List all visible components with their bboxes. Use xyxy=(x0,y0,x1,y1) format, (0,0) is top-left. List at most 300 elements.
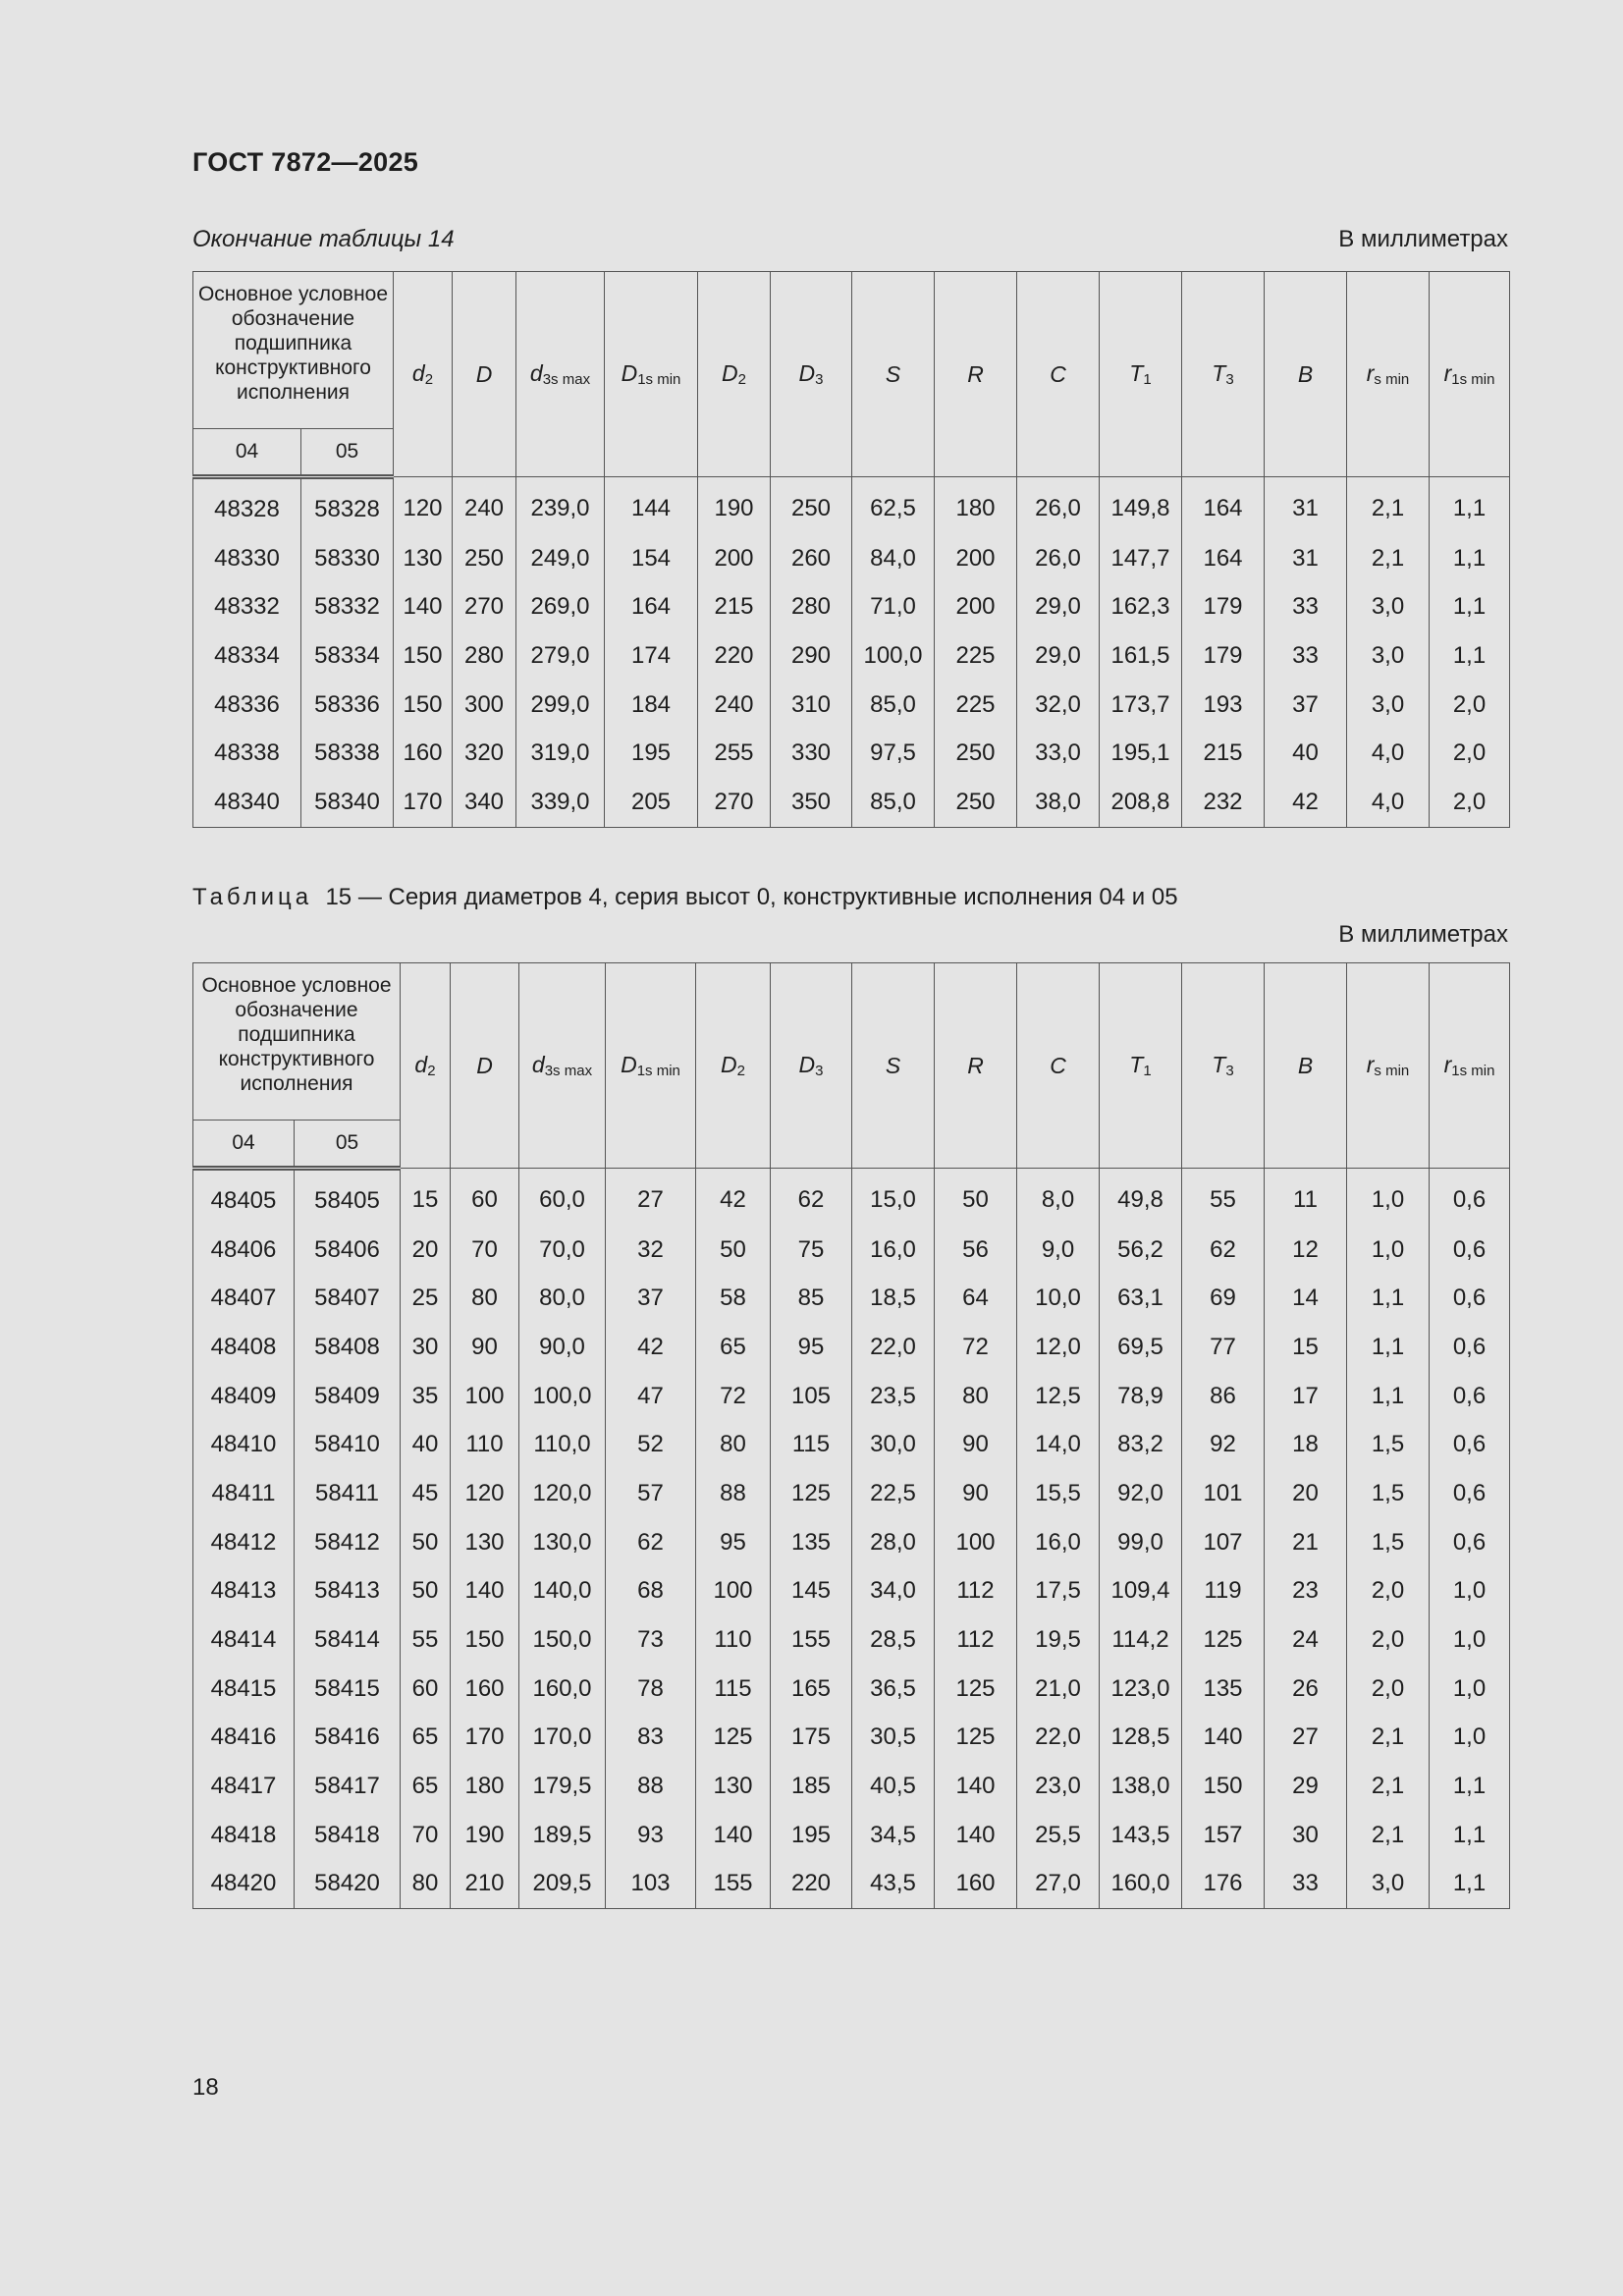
table15-title xyxy=(192,884,1178,911)
param-header: $r_{1s min}$ xyxy=(1430,272,1510,477)
table-cell: 280 xyxy=(771,582,852,631)
table-cell: 93 xyxy=(606,1811,696,1860)
table-cell: 1,1 xyxy=(1430,1860,1510,1909)
table-cell: 12 xyxy=(1265,1226,1347,1275)
table-cell: 140 xyxy=(696,1811,771,1860)
table-cell: 45 xyxy=(401,1469,451,1518)
param-header: $d_2$ xyxy=(394,272,453,477)
table-cell: 330 xyxy=(771,729,852,778)
param-subscript: 2 xyxy=(427,1063,436,1079)
param-subscript: 1s min xyxy=(1451,371,1495,388)
param-header: D xyxy=(453,272,516,477)
table-cell: 48420 xyxy=(193,1860,295,1909)
table-cell: 190 xyxy=(698,477,771,534)
table-cell: 3,0 xyxy=(1347,631,1430,681)
table-cell: 180 xyxy=(935,477,1017,534)
param-header: C xyxy=(1017,963,1100,1169)
table14 xyxy=(192,271,1510,828)
table15-body xyxy=(193,1169,1510,1909)
table15-header xyxy=(193,963,1510,1169)
table-row xyxy=(193,534,1510,583)
table-cell: 193 xyxy=(1182,681,1265,730)
table-cell: 130 xyxy=(394,534,453,583)
table-cell: 135 xyxy=(771,1518,852,1567)
table-cell: 33,0 xyxy=(1017,729,1100,778)
table-cell: 48414 xyxy=(193,1615,295,1665)
table14-units: В миллиметрах xyxy=(1338,226,1508,252)
table-cell: 58415 xyxy=(295,1665,401,1714)
table-cell: 50 xyxy=(935,1169,1017,1226)
table-cell: 80 xyxy=(696,1420,771,1469)
table-cell: 70 xyxy=(401,1811,451,1860)
table-cell: 30,0 xyxy=(852,1420,935,1469)
table-cell: 11 xyxy=(1265,1169,1347,1226)
table-cell: 240 xyxy=(698,681,771,730)
table-cell: 50 xyxy=(401,1518,451,1567)
table-cell: 28,5 xyxy=(852,1615,935,1665)
table-cell: 0,6 xyxy=(1430,1323,1510,1372)
table-cell: 2,0 xyxy=(1347,1665,1430,1714)
table-cell: 1,0 xyxy=(1430,1615,1510,1665)
table-cell: 269,0 xyxy=(516,582,605,631)
table-cell: 155 xyxy=(696,1860,771,1909)
table-cell: 150 xyxy=(394,681,453,730)
table-cell: 25 xyxy=(401,1274,451,1323)
table-cell: 36,5 xyxy=(852,1665,935,1714)
table-row xyxy=(193,1169,1510,1226)
table-cell: 16,0 xyxy=(1017,1518,1100,1567)
table-cell: 48330 xyxy=(193,534,301,583)
table-cell: 2,0 xyxy=(1430,681,1510,730)
table-cell: 60 xyxy=(401,1665,451,1714)
header-row xyxy=(193,272,1510,429)
table-cell: 29 xyxy=(1265,1762,1347,1811)
param-subscript: 2 xyxy=(424,371,434,388)
table-cell: 60 xyxy=(451,1169,519,1226)
table-cell: 299,0 xyxy=(516,681,605,730)
table-cell: 200 xyxy=(935,534,1017,583)
table-cell: 164 xyxy=(1182,477,1265,534)
table-cell: 215 xyxy=(1182,729,1265,778)
table-cell: 0,6 xyxy=(1430,1226,1510,1275)
table-cell: 58405 xyxy=(295,1169,401,1226)
table-cell: 220 xyxy=(771,1860,852,1909)
table-cell: 250 xyxy=(935,729,1017,778)
param-subscript: 1 xyxy=(1143,1063,1152,1079)
table-cell: 42 xyxy=(606,1323,696,1372)
table-cell: 58418 xyxy=(295,1811,401,1860)
param-subscript: 3 xyxy=(1225,371,1234,388)
table-cell: 58417 xyxy=(295,1762,401,1811)
param-subscript: 2 xyxy=(737,371,746,388)
table-cell: 250 xyxy=(453,534,516,583)
table-row xyxy=(193,1665,1510,1714)
table-cell: 86 xyxy=(1182,1372,1265,1421)
table-cell: 72 xyxy=(696,1372,771,1421)
table-cell: 123,0 xyxy=(1100,1665,1182,1714)
table-cell: 58420 xyxy=(295,1860,401,1909)
table-cell: 63,1 xyxy=(1100,1274,1182,1323)
table-cell: 175 xyxy=(771,1714,852,1763)
table-cell: 0,6 xyxy=(1430,1518,1510,1567)
table14-header xyxy=(193,272,1510,477)
table-cell: 3,0 xyxy=(1347,1860,1430,1909)
table-cell: 58330 xyxy=(301,534,394,583)
table-row xyxy=(193,582,1510,631)
table-cell: 14,0 xyxy=(1017,1420,1100,1469)
table-cell: 140 xyxy=(451,1567,519,1616)
table-cell: 48328 xyxy=(193,477,301,534)
table-cell: 240 xyxy=(453,477,516,534)
table-row xyxy=(193,631,1510,681)
table-cell: 85 xyxy=(771,1274,852,1323)
table-cell: 112 xyxy=(935,1615,1017,1665)
table15 xyxy=(192,962,1510,1909)
table-cell: 161,5 xyxy=(1100,631,1182,681)
table-cell: 280 xyxy=(453,631,516,681)
table-cell: 0,6 xyxy=(1430,1169,1510,1226)
table-cell: 42 xyxy=(1265,778,1347,827)
table-cell: 30,5 xyxy=(852,1714,935,1763)
table-cell: 35 xyxy=(401,1372,451,1421)
table-cell: 58416 xyxy=(295,1714,401,1763)
table-cell: 71,0 xyxy=(852,582,935,631)
table15-title-text: 15 — Серия диаметров 4, серия высот 0, конструктивные исполнения 04 и 05 xyxy=(325,884,1178,910)
table-cell: 350 xyxy=(771,778,852,827)
table-cell: 195,1 xyxy=(1100,729,1182,778)
table-cell: 32 xyxy=(606,1226,696,1275)
table-cell: 140 xyxy=(935,1811,1017,1860)
table-cell: 83 xyxy=(606,1714,696,1763)
param-header: S xyxy=(852,963,935,1169)
table-cell: 30 xyxy=(401,1323,451,1372)
table-cell: 90 xyxy=(451,1323,519,1372)
table-cell: 48405 xyxy=(193,1169,295,1226)
table-cell: 70 xyxy=(451,1226,519,1275)
table-cell: 58340 xyxy=(301,778,394,827)
table-cell: 55 xyxy=(401,1615,451,1665)
table-cell: 138,0 xyxy=(1100,1762,1182,1811)
param-header: $r_{s min}$ xyxy=(1347,272,1430,477)
table-cell: 88 xyxy=(696,1469,771,1518)
table-cell: 150 xyxy=(451,1615,519,1665)
table-cell: 33 xyxy=(1265,582,1347,631)
table-cell: 225 xyxy=(935,631,1017,681)
table-cell: 31 xyxy=(1265,477,1347,534)
table-cell: 115 xyxy=(696,1665,771,1714)
table-cell: 1,0 xyxy=(1347,1169,1430,1226)
table-row xyxy=(193,1860,1510,1909)
table-cell: 68 xyxy=(606,1567,696,1616)
table15-units: В миллиметрах xyxy=(1338,921,1508,948)
table-cell: 40 xyxy=(1265,729,1347,778)
param-header: S xyxy=(852,272,935,477)
table-cell: 29,0 xyxy=(1017,631,1100,681)
table-cell: 58409 xyxy=(295,1372,401,1421)
table-cell: 25,5 xyxy=(1017,1811,1100,1860)
table-cell: 1,1 xyxy=(1430,582,1510,631)
table-cell: 184 xyxy=(605,681,698,730)
table-cell: 33 xyxy=(1265,1860,1347,1909)
table-cell: 1,5 xyxy=(1347,1518,1430,1567)
table-cell: 48413 xyxy=(193,1567,295,1616)
table-cell: 114,2 xyxy=(1100,1615,1182,1665)
table-cell: 185 xyxy=(771,1762,852,1811)
table-cell: 48332 xyxy=(193,582,301,631)
param-header: $T_1$ xyxy=(1100,963,1182,1169)
table15-title-prefix: Таблица xyxy=(192,884,313,910)
table-cell: 125 xyxy=(935,1665,1017,1714)
table14-caption xyxy=(192,226,1508,253)
table-row xyxy=(193,1469,1510,1518)
table-cell: 28,0 xyxy=(852,1518,935,1567)
table-cell: 58 xyxy=(696,1274,771,1323)
table-cell: 34,5 xyxy=(852,1811,935,1860)
designation-header: Основное условное обозначение подшипника конструктивного исполнения xyxy=(193,963,401,1121)
table-cell: 26 xyxy=(1265,1665,1347,1714)
table-cell: 48415 xyxy=(193,1665,295,1714)
table-cell: 23,0 xyxy=(1017,1762,1100,1811)
table-cell: 1,0 xyxy=(1430,1665,1510,1714)
table-cell: 56 xyxy=(935,1226,1017,1275)
table-cell: 58410 xyxy=(295,1420,401,1469)
table-cell: 195 xyxy=(771,1811,852,1860)
table-cell: 179 xyxy=(1182,631,1265,681)
table-cell: 43,5 xyxy=(852,1860,935,1909)
table-cell: 130 xyxy=(696,1762,771,1811)
table-cell: 48334 xyxy=(193,631,301,681)
param-subscript: s min xyxy=(1374,1063,1410,1079)
param-header: B xyxy=(1265,963,1347,1169)
table-cell: 62 xyxy=(771,1169,852,1226)
table-cell: 12,0 xyxy=(1017,1323,1100,1372)
table-cell: 26,0 xyxy=(1017,477,1100,534)
designation-header: Основное условное обозначение подшипника конструктивного исполнения xyxy=(193,272,394,429)
table-cell: 58334 xyxy=(301,631,394,681)
table-cell: 99,0 xyxy=(1100,1518,1182,1567)
table-cell: 31 xyxy=(1265,534,1347,583)
table-cell: 2,0 xyxy=(1347,1567,1430,1616)
table-cell: 4,0 xyxy=(1347,729,1430,778)
table14-continuation: Окончание таблицы 14 xyxy=(192,226,455,252)
table-cell: 69 xyxy=(1182,1274,1265,1323)
table-row xyxy=(193,1518,1510,1567)
table-cell: 160 xyxy=(451,1665,519,1714)
table-cell: 279,0 xyxy=(516,631,605,681)
table-cell: 23 xyxy=(1265,1567,1347,1616)
table-cell: 135 xyxy=(1182,1665,1265,1714)
table-cell: 26,0 xyxy=(1017,534,1100,583)
param-header: $D_{1s min}$ xyxy=(606,963,696,1169)
table-cell: 4,0 xyxy=(1347,778,1430,827)
table-cell: 30 xyxy=(1265,1811,1347,1860)
table-cell: 176 xyxy=(1182,1860,1265,1909)
table-cell: 160 xyxy=(394,729,453,778)
table-cell: 64 xyxy=(935,1274,1017,1323)
table-row xyxy=(193,1226,1510,1275)
table-cell: 27 xyxy=(606,1169,696,1226)
table-cell: 100 xyxy=(451,1372,519,1421)
table-cell: 319,0 xyxy=(516,729,605,778)
table-cell: 340 xyxy=(453,778,516,827)
table-cell: 48338 xyxy=(193,729,301,778)
table-cell: 173,7 xyxy=(1100,681,1182,730)
table-cell: 189,5 xyxy=(519,1811,606,1860)
table-cell: 48409 xyxy=(193,1372,295,1421)
table-cell: 80 xyxy=(451,1274,519,1323)
variant-header: 04 xyxy=(193,1121,295,1169)
table-cell: 58408 xyxy=(295,1323,401,1372)
param-header: $T_3$ xyxy=(1182,963,1265,1169)
table-cell: 143,5 xyxy=(1100,1811,1182,1860)
param-header: $r_{s min}$ xyxy=(1347,963,1430,1169)
table-row xyxy=(193,778,1510,827)
table-cell: 58413 xyxy=(295,1567,401,1616)
table-cell: 180 xyxy=(451,1762,519,1811)
table-row xyxy=(193,1274,1510,1323)
table14-body xyxy=(193,477,1510,828)
table-cell: 339,0 xyxy=(516,778,605,827)
table-cell: 83,2 xyxy=(1100,1420,1182,1469)
param-header: $D_3$ xyxy=(771,272,852,477)
table-row xyxy=(193,1323,1510,1372)
table-cell: 107 xyxy=(1182,1518,1265,1567)
table-cell: 208,8 xyxy=(1100,778,1182,827)
table-cell: 140 xyxy=(935,1762,1017,1811)
table-cell: 164 xyxy=(605,582,698,631)
table-cell: 19,5 xyxy=(1017,1615,1100,1665)
table-row xyxy=(193,1714,1510,1763)
table-cell: 58407 xyxy=(295,1274,401,1323)
table-row xyxy=(193,729,1510,778)
param-header: R xyxy=(935,272,1017,477)
param-header: $d_{3s max}$ xyxy=(519,963,606,1169)
table-cell: 147,7 xyxy=(1100,534,1182,583)
table-cell: 119 xyxy=(1182,1567,1265,1616)
table-cell: 8,0 xyxy=(1017,1169,1100,1226)
table-cell: 65 xyxy=(401,1714,451,1763)
param-subscript: 1 xyxy=(1143,371,1152,388)
table-row xyxy=(193,681,1510,730)
table-cell: 110 xyxy=(696,1615,771,1665)
table-cell: 0,6 xyxy=(1430,1274,1510,1323)
table-cell: 1,1 xyxy=(1430,1762,1510,1811)
table-cell: 10,0 xyxy=(1017,1274,1100,1323)
table-cell: 22,0 xyxy=(852,1323,935,1372)
table-cell: 21 xyxy=(1265,1518,1347,1567)
table-cell: 75 xyxy=(771,1226,852,1275)
table-cell: 42 xyxy=(696,1169,771,1226)
table-cell: 215 xyxy=(698,582,771,631)
table-cell: 70,0 xyxy=(519,1226,606,1275)
table-cell: 2,0 xyxy=(1347,1615,1430,1665)
variant-header: 05 xyxy=(301,429,394,477)
table-cell: 205 xyxy=(605,778,698,827)
table-cell: 48406 xyxy=(193,1226,295,1275)
table-cell: 160 xyxy=(935,1860,1017,1909)
table-row xyxy=(193,1372,1510,1421)
table-cell: 270 xyxy=(453,582,516,631)
table-cell: 48412 xyxy=(193,1518,295,1567)
table-cell: 37 xyxy=(606,1274,696,1323)
table-cell: 1,0 xyxy=(1430,1567,1510,1616)
param-subscript: 1s min xyxy=(637,371,681,388)
table-cell: 90 xyxy=(935,1469,1017,1518)
table-cell: 179 xyxy=(1182,582,1265,631)
table-cell: 110,0 xyxy=(519,1420,606,1469)
table-cell: 23,5 xyxy=(852,1372,935,1421)
document-id: ГОСТ 7872—2025 xyxy=(192,147,419,177)
table-cell: 27,0 xyxy=(1017,1860,1100,1909)
table-cell: 18 xyxy=(1265,1420,1347,1469)
table-cell: 80,0 xyxy=(519,1274,606,1323)
table-cell: 140 xyxy=(394,582,453,631)
table-cell: 34,0 xyxy=(852,1567,935,1616)
table-cell: 149,8 xyxy=(1100,477,1182,534)
table-cell: 92,0 xyxy=(1100,1469,1182,1518)
param-header: R xyxy=(935,963,1017,1169)
table-cell: 220 xyxy=(698,631,771,681)
param-header: C xyxy=(1017,272,1100,477)
table-cell: 48408 xyxy=(193,1323,295,1372)
table-cell: 150,0 xyxy=(519,1615,606,1665)
table-cell: 125 xyxy=(771,1469,852,1518)
table-cell: 90 xyxy=(935,1420,1017,1469)
table-cell: 17 xyxy=(1265,1372,1347,1421)
table-cell: 95 xyxy=(696,1518,771,1567)
table-cell: 170 xyxy=(394,778,453,827)
table-cell: 0,6 xyxy=(1430,1420,1510,1469)
table-cell: 58414 xyxy=(295,1615,401,1665)
table-cell: 92 xyxy=(1182,1420,1265,1469)
table-cell: 84,0 xyxy=(852,534,935,583)
table-cell: 105 xyxy=(771,1372,852,1421)
table-cell: 1,1 xyxy=(1430,1811,1510,1860)
table-cell: 97,5 xyxy=(852,729,935,778)
table-cell: 160,0 xyxy=(1100,1860,1182,1909)
table-cell: 1,1 xyxy=(1430,534,1510,583)
param-header: $D_2$ xyxy=(698,272,771,477)
table-cell: 2,1 xyxy=(1347,477,1430,534)
param-subscript: 3s max xyxy=(542,371,591,388)
table-cell: 78 xyxy=(606,1665,696,1714)
table-cell: 48410 xyxy=(193,1420,295,1469)
table-cell: 15 xyxy=(1265,1323,1347,1372)
table-cell: 290 xyxy=(771,631,852,681)
table-cell: 15,0 xyxy=(852,1169,935,1226)
table-cell: 48411 xyxy=(193,1469,295,1518)
table-cell: 20 xyxy=(1265,1469,1347,1518)
table-cell: 170,0 xyxy=(519,1714,606,1763)
table-cell: 1,0 xyxy=(1430,1714,1510,1763)
table-cell: 125 xyxy=(1182,1615,1265,1665)
table-cell: 58336 xyxy=(301,681,394,730)
table-cell: 48336 xyxy=(193,681,301,730)
variant-header: 04 xyxy=(193,429,301,477)
table-cell: 120,0 xyxy=(519,1469,606,1518)
table-cell: 72 xyxy=(935,1323,1017,1372)
table-cell: 21,0 xyxy=(1017,1665,1100,1714)
header-row xyxy=(193,963,1510,1121)
table-cell: 130 xyxy=(451,1518,519,1567)
param-header: $d_{3s max}$ xyxy=(516,272,605,477)
table-cell: 120 xyxy=(451,1469,519,1518)
table-cell: 90,0 xyxy=(519,1323,606,1372)
table-row xyxy=(193,1762,1510,1811)
param-subscript: 1s min xyxy=(1451,1063,1495,1079)
table-cell: 100,0 xyxy=(519,1372,606,1421)
table-cell: 48407 xyxy=(193,1274,295,1323)
